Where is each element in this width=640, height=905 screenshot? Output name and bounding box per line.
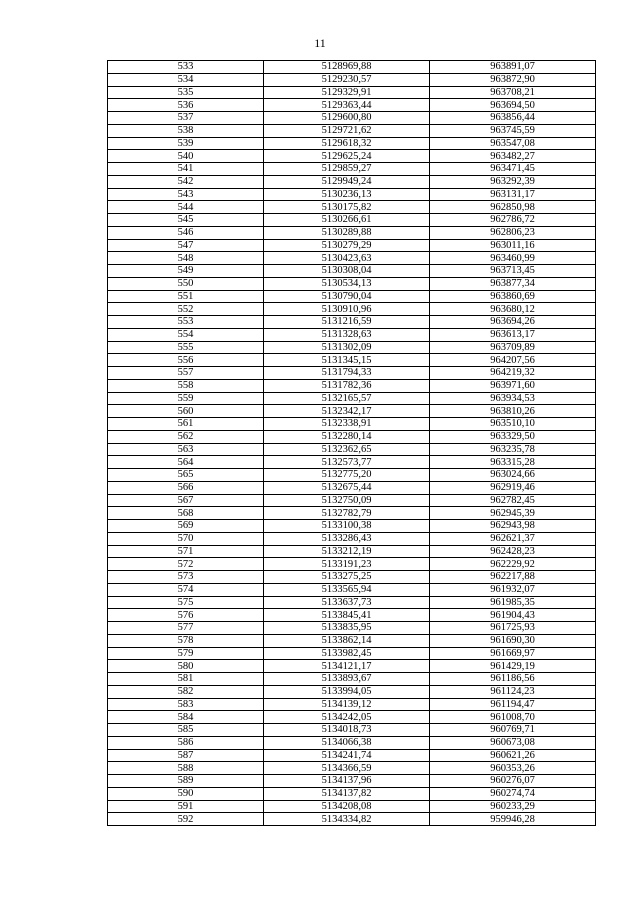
point-number-cell: 579	[108, 647, 264, 660]
y-coordinate-cell: 963680,12	[430, 303, 596, 316]
table-row	[108, 328, 596, 341]
point-number-cell: 541	[108, 163, 264, 176]
x-coordinate-cell: 5129600,80	[264, 112, 430, 125]
table-row	[108, 137, 596, 150]
table-row	[108, 418, 596, 431]
table-row	[108, 571, 596, 584]
table-row	[108, 252, 596, 265]
table-row	[108, 520, 596, 533]
table-row	[108, 596, 596, 609]
y-coordinate-cell: 963713,45	[430, 265, 596, 278]
x-coordinate-cell: 5131216,59	[264, 316, 430, 329]
y-coordinate-cell: 961186,56	[430, 673, 596, 686]
point-number-cell: 571	[108, 545, 264, 558]
table-row	[108, 469, 596, 482]
y-coordinate-cell: 961932,07	[430, 583, 596, 596]
point-number-cell: 537	[108, 112, 264, 125]
x-coordinate-cell: 5129625,24	[264, 150, 430, 163]
table-row	[108, 354, 596, 367]
point-number-cell: 552	[108, 303, 264, 316]
y-coordinate-cell: 960353,26	[430, 762, 596, 775]
point-number-cell: 587	[108, 749, 264, 762]
table-row	[108, 290, 596, 303]
table-row	[108, 163, 596, 176]
y-coordinate-cell: 963694,50	[430, 99, 596, 112]
x-coordinate-cell: 5134066,38	[264, 736, 430, 749]
x-coordinate-cell: 5134334,82	[264, 813, 430, 826]
point-number-cell: 547	[108, 239, 264, 252]
table-row	[108, 711, 596, 724]
y-coordinate-cell: 963891,07	[430, 61, 596, 74]
y-coordinate-cell: 961429,19	[430, 660, 596, 673]
point-number-cell: 592	[108, 813, 264, 826]
point-number-cell: 557	[108, 367, 264, 380]
page-number: 11	[314, 36, 326, 50]
point-number-cell: 578	[108, 634, 264, 647]
table-row	[108, 481, 596, 494]
point-number-cell: 586	[108, 736, 264, 749]
y-coordinate-cell: 963547,08	[430, 137, 596, 150]
y-coordinate-cell: 962806,23	[430, 226, 596, 239]
y-coordinate-cell: 963482,27	[430, 150, 596, 163]
point-number-cell: 565	[108, 469, 264, 482]
x-coordinate-cell: 5130175,82	[264, 201, 430, 214]
y-coordinate-cell: 963971,60	[430, 379, 596, 392]
table-row	[108, 558, 596, 571]
x-coordinate-cell: 5134241,74	[264, 749, 430, 762]
point-number-cell: 582	[108, 685, 264, 698]
table-row	[108, 749, 596, 762]
y-coordinate-cell: 962943,98	[430, 520, 596, 533]
y-coordinate-cell: 962217,88	[430, 571, 596, 584]
point-number-cell: 583	[108, 698, 264, 711]
point-number-cell: 540	[108, 150, 264, 163]
x-coordinate-cell: 5131328,63	[264, 328, 430, 341]
y-coordinate-cell: 962621,37	[430, 532, 596, 545]
point-number-cell: 588	[108, 762, 264, 775]
point-number-cell: 534	[108, 73, 264, 86]
point-number-cell: 573	[108, 571, 264, 584]
x-coordinate-cell: 5132362,65	[264, 443, 430, 456]
y-coordinate-cell: 963613,17	[430, 328, 596, 341]
table-row	[108, 188, 596, 201]
point-number-cell: 566	[108, 481, 264, 494]
point-number-cell: 549	[108, 265, 264, 278]
y-coordinate-cell: 960274,74	[430, 787, 596, 800]
x-coordinate-cell: 5130790,04	[264, 290, 430, 303]
y-coordinate-cell: 963315,28	[430, 456, 596, 469]
y-coordinate-cell: 961669,97	[430, 647, 596, 660]
y-coordinate-cell: 963131,17	[430, 188, 596, 201]
x-coordinate-cell: 5130910,96	[264, 303, 430, 316]
table-row	[108, 316, 596, 329]
coordinates-table-body	[108, 61, 596, 826]
point-number-cell: 551	[108, 290, 264, 303]
point-number-cell: 543	[108, 188, 264, 201]
y-coordinate-cell: 963292,39	[430, 175, 596, 188]
table-row	[108, 507, 596, 520]
table-row	[108, 685, 596, 698]
y-coordinate-cell: 963510,10	[430, 418, 596, 431]
table-row	[108, 265, 596, 278]
point-number-cell: 535	[108, 86, 264, 99]
table-row	[108, 775, 596, 788]
table-row	[108, 175, 596, 188]
point-number-cell: 584	[108, 711, 264, 724]
table-row	[108, 392, 596, 405]
x-coordinate-cell: 5132775,20	[264, 469, 430, 482]
y-coordinate-cell: 963024,66	[430, 469, 596, 482]
x-coordinate-cell: 5132573,77	[264, 456, 430, 469]
x-coordinate-cell: 5129859,27	[264, 163, 430, 176]
table-row	[108, 698, 596, 711]
table-row	[108, 112, 596, 125]
table-row	[108, 532, 596, 545]
y-coordinate-cell: 960673,08	[430, 736, 596, 749]
x-coordinate-cell: 5132782,79	[264, 507, 430, 520]
y-coordinate-cell: 961690,30	[430, 634, 596, 647]
x-coordinate-cell: 5129949,24	[264, 175, 430, 188]
point-number-cell: 574	[108, 583, 264, 596]
y-coordinate-cell: 961008,70	[430, 711, 596, 724]
x-coordinate-cell: 5133845,41	[264, 609, 430, 622]
table-row	[108, 724, 596, 737]
y-coordinate-cell: 962919,46	[430, 481, 596, 494]
x-coordinate-cell: 5130266,61	[264, 214, 430, 227]
y-coordinate-cell: 960233,29	[430, 800, 596, 813]
y-coordinate-cell: 963860,69	[430, 290, 596, 303]
point-number-cell: 550	[108, 277, 264, 290]
x-coordinate-cell: 5128969,88	[264, 61, 430, 74]
table-row	[108, 736, 596, 749]
point-number-cell: 544	[108, 201, 264, 214]
x-coordinate-cell: 5129230,57	[264, 73, 430, 86]
y-coordinate-cell: 960276,07	[430, 775, 596, 788]
y-coordinate-cell: 961985,35	[430, 596, 596, 609]
x-coordinate-cell: 5132750,09	[264, 494, 430, 507]
point-number-cell: 553	[108, 316, 264, 329]
x-coordinate-cell: 5132342,17	[264, 405, 430, 418]
point-number-cell: 539	[108, 137, 264, 150]
table-row	[108, 647, 596, 660]
table-row	[108, 813, 596, 826]
y-coordinate-cell: 959946,28	[430, 813, 596, 826]
y-coordinate-cell: 963471,45	[430, 163, 596, 176]
point-number-cell: 564	[108, 456, 264, 469]
y-coordinate-cell: 960621,26	[430, 749, 596, 762]
y-coordinate-cell: 962945,39	[430, 507, 596, 520]
x-coordinate-cell: 5133275,25	[264, 571, 430, 584]
point-number-cell: 581	[108, 673, 264, 686]
point-number-cell: 577	[108, 622, 264, 635]
x-coordinate-cell: 5131782,36	[264, 379, 430, 392]
table-row	[108, 61, 596, 74]
x-coordinate-cell: 5131345,15	[264, 354, 430, 367]
x-coordinate-cell: 5134137,82	[264, 787, 430, 800]
y-coordinate-cell: 963872,90	[430, 73, 596, 86]
point-number-cell: 576	[108, 609, 264, 622]
x-coordinate-cell: 5129618,32	[264, 137, 430, 150]
point-number-cell: 546	[108, 226, 264, 239]
point-number-cell: 559	[108, 392, 264, 405]
y-coordinate-cell: 962428,23	[430, 545, 596, 558]
point-number-cell: 580	[108, 660, 264, 673]
table-row	[108, 787, 596, 800]
x-coordinate-cell: 5130279,29	[264, 239, 430, 252]
x-coordinate-cell: 5133100,38	[264, 520, 430, 533]
point-number-cell: 589	[108, 775, 264, 788]
x-coordinate-cell: 5132280,14	[264, 430, 430, 443]
point-number-cell: 561	[108, 418, 264, 431]
y-coordinate-cell: 963709,89	[430, 341, 596, 354]
y-coordinate-cell: 963856,44	[430, 112, 596, 125]
table-row	[108, 405, 596, 418]
table-row	[108, 443, 596, 456]
y-coordinate-cell: 963877,34	[430, 277, 596, 290]
x-coordinate-cell: 5130534,13	[264, 277, 430, 290]
x-coordinate-cell: 5132338,91	[264, 418, 430, 431]
point-number-cell: 538	[108, 124, 264, 137]
y-coordinate-cell: 962229,92	[430, 558, 596, 571]
table-row	[108, 660, 596, 673]
y-coordinate-cell: 962782,45	[430, 494, 596, 507]
point-number-cell: 545	[108, 214, 264, 227]
table-row	[108, 583, 596, 596]
table-row	[108, 456, 596, 469]
x-coordinate-cell: 5134018,73	[264, 724, 430, 737]
y-coordinate-cell: 961904,43	[430, 609, 596, 622]
table-row	[108, 150, 596, 163]
point-number-cell: 562	[108, 430, 264, 443]
table-row	[108, 341, 596, 354]
x-coordinate-cell: 5131794,33	[264, 367, 430, 380]
point-number-cell: 569	[108, 520, 264, 533]
x-coordinate-cell: 5133982,45	[264, 647, 430, 660]
table-row	[108, 634, 596, 647]
y-coordinate-cell: 964219,32	[430, 367, 596, 380]
table-row	[108, 201, 596, 214]
point-number-cell: 591	[108, 800, 264, 813]
point-number-cell: 533	[108, 61, 264, 74]
table-row	[108, 545, 596, 558]
point-number-cell: 542	[108, 175, 264, 188]
x-coordinate-cell: 5133835,95	[264, 622, 430, 635]
point-number-cell: 572	[108, 558, 264, 571]
table-row	[108, 622, 596, 635]
x-coordinate-cell: 5130308,04	[264, 265, 430, 278]
point-number-cell: 548	[108, 252, 264, 265]
table-row	[108, 673, 596, 686]
table-row	[108, 124, 596, 137]
x-coordinate-cell: 5134121,17	[264, 660, 430, 673]
y-coordinate-cell: 963934,53	[430, 392, 596, 405]
x-coordinate-cell: 5130289,88	[264, 226, 430, 239]
x-coordinate-cell: 5133893,67	[264, 673, 430, 686]
point-number-cell: 585	[108, 724, 264, 737]
table-row	[108, 226, 596, 239]
x-coordinate-cell: 5130423,63	[264, 252, 430, 265]
x-coordinate-cell: 5133994,05	[264, 685, 430, 698]
x-coordinate-cell: 5134366,59	[264, 762, 430, 775]
point-number-cell: 555	[108, 341, 264, 354]
point-number-cell: 558	[108, 379, 264, 392]
x-coordinate-cell: 5133637,73	[264, 596, 430, 609]
table-row	[108, 609, 596, 622]
y-coordinate-cell: 960769,71	[430, 724, 596, 737]
x-coordinate-cell: 5133191,23	[264, 558, 430, 571]
x-coordinate-cell: 5134208,08	[264, 800, 430, 813]
y-coordinate-cell: 961725,93	[430, 622, 596, 635]
table-row	[108, 99, 596, 112]
y-coordinate-cell: 961194,47	[430, 698, 596, 711]
table-row	[108, 277, 596, 290]
y-coordinate-cell: 963810,26	[430, 405, 596, 418]
y-coordinate-cell: 962850,98	[430, 201, 596, 214]
y-coordinate-cell: 963745,59	[430, 124, 596, 137]
point-number-cell: 536	[108, 99, 264, 112]
y-coordinate-cell: 961124,23	[430, 685, 596, 698]
y-coordinate-cell: 964207,56	[430, 354, 596, 367]
point-number-cell: 568	[108, 507, 264, 520]
point-number-cell: 575	[108, 596, 264, 609]
x-coordinate-cell: 5129721,62	[264, 124, 430, 137]
y-coordinate-cell: 963708,21	[430, 86, 596, 99]
table-row	[108, 430, 596, 443]
point-number-cell: 567	[108, 494, 264, 507]
x-coordinate-cell: 5134242,05	[264, 711, 430, 724]
x-coordinate-cell: 5129329,91	[264, 86, 430, 99]
x-coordinate-cell: 5133862,14	[264, 634, 430, 647]
point-number-cell: 563	[108, 443, 264, 456]
point-number-cell: 556	[108, 354, 264, 367]
table-row	[108, 800, 596, 813]
x-coordinate-cell: 5133565,94	[264, 583, 430, 596]
point-number-cell: 590	[108, 787, 264, 800]
table-row	[108, 494, 596, 507]
table-row	[108, 379, 596, 392]
x-coordinate-cell: 5134137,96	[264, 775, 430, 788]
x-coordinate-cell: 5129363,44	[264, 99, 430, 112]
point-number-cell: 560	[108, 405, 264, 418]
table-row	[108, 367, 596, 380]
point-number-cell: 570	[108, 532, 264, 545]
coordinates-table	[107, 60, 596, 826]
table-row	[108, 239, 596, 252]
x-coordinate-cell: 5133212,19	[264, 545, 430, 558]
y-coordinate-cell: 963011,16	[430, 239, 596, 252]
x-coordinate-cell: 5130236,13	[264, 188, 430, 201]
table-row	[108, 86, 596, 99]
point-number-cell: 554	[108, 328, 264, 341]
table-row	[108, 214, 596, 227]
x-coordinate-cell: 5134139,12	[264, 698, 430, 711]
y-coordinate-cell: 963694,26	[430, 316, 596, 329]
x-coordinate-cell: 5132165,57	[264, 392, 430, 405]
x-coordinate-cell: 5133286,43	[264, 532, 430, 545]
y-coordinate-cell: 963235,78	[430, 443, 596, 456]
x-coordinate-cell: 5131302,09	[264, 341, 430, 354]
table-row	[108, 303, 596, 316]
table-row	[108, 73, 596, 86]
y-coordinate-cell: 963329,50	[430, 430, 596, 443]
y-coordinate-cell: 963460,99	[430, 252, 596, 265]
y-coordinate-cell: 962786,72	[430, 214, 596, 227]
x-coordinate-cell: 5132675,44	[264, 481, 430, 494]
table-row	[108, 762, 596, 775]
